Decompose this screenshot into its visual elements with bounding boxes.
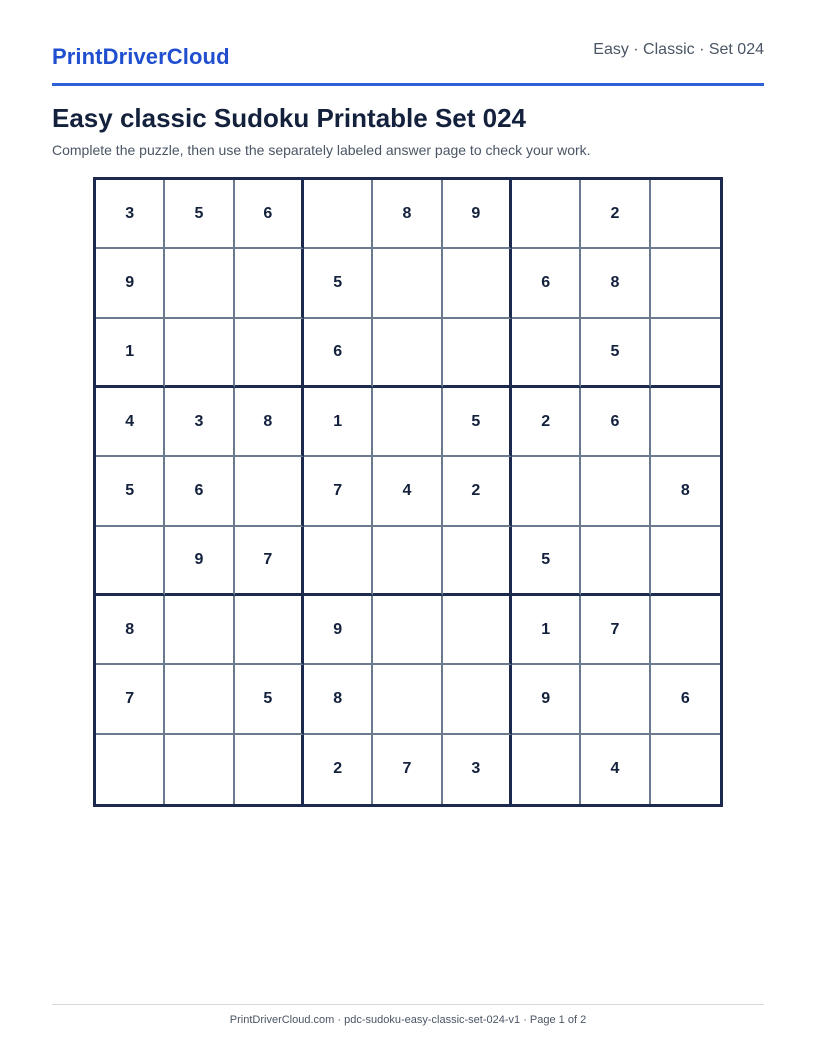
sudoku-cell: 7 <box>96 665 165 734</box>
sudoku-cell <box>581 665 650 734</box>
sudoku-cell <box>165 735 234 804</box>
sudoku-cell: 5 <box>96 457 165 526</box>
sudoku-cell <box>651 596 720 665</box>
sudoku-cell: 2 <box>443 457 512 526</box>
sudoku-cell <box>235 319 304 388</box>
sudoku-cell <box>373 388 442 457</box>
sudoku-cell: 6 <box>304 319 373 388</box>
sudoku-cell: 2 <box>304 735 373 804</box>
sudoku-cell <box>443 665 512 734</box>
sudoku-cell: 4 <box>96 388 165 457</box>
sudoku-cell: 1 <box>512 596 581 665</box>
sudoku-cell: 3 <box>96 180 165 249</box>
sudoku-cell <box>443 596 512 665</box>
sudoku-cell: 9 <box>96 249 165 318</box>
sudoku-cell: 9 <box>165 527 234 596</box>
sudoku-cell: 5 <box>512 527 581 596</box>
sudoku-cell: 4 <box>373 457 442 526</box>
sudoku-cell: 2 <box>512 388 581 457</box>
sudoku-cell: 3 <box>443 735 512 804</box>
brand-logo-text: PrintDriverCloud <box>52 44 230 69</box>
sudoku-cell <box>373 527 442 596</box>
puzzle-meta: Easy · Classic · Set 024 <box>593 41 764 58</box>
sudoku-cell <box>443 249 512 318</box>
sudoku-cell: 8 <box>96 596 165 665</box>
sudoku-cell: 8 <box>304 665 373 734</box>
sudoku-cell <box>373 319 442 388</box>
sudoku-grid <box>93 177 723 807</box>
sudoku-cell <box>96 735 165 804</box>
sudoku-cell: 5 <box>443 388 512 457</box>
page-header <box>52 38 764 86</box>
sudoku-cell: 7 <box>581 596 650 665</box>
sudoku-cell <box>443 527 512 596</box>
sudoku-cell: 8 <box>373 180 442 249</box>
sudoku-cell: 5 <box>581 319 650 388</box>
sudoku-cell: 8 <box>651 457 720 526</box>
sudoku-cell: 9 <box>512 665 581 734</box>
sudoku-cell <box>235 735 304 804</box>
sudoku-cell <box>651 735 720 804</box>
page-subtitle: Complete the puzzle, then use the separately labeled answer page to check your work. <box>52 142 591 158</box>
sudoku-cell: 8 <box>235 388 304 457</box>
sudoku-cell <box>443 319 512 388</box>
page-title: Easy classic Sudoku Printable Set 024 <box>52 103 527 133</box>
sudoku-cell: 6 <box>651 665 720 734</box>
sudoku-cell <box>581 527 650 596</box>
sudoku-cell <box>512 735 581 804</box>
sudoku-cell <box>512 180 581 249</box>
sudoku-cell <box>651 180 720 249</box>
sudoku-cell: 3 <box>165 388 234 457</box>
sudoku-cell: 5 <box>235 665 304 734</box>
sudoku-cell: 5 <box>165 180 234 249</box>
sudoku-cell <box>235 457 304 526</box>
sudoku-cell <box>235 596 304 665</box>
sudoku-cell: 7 <box>373 735 442 804</box>
sudoku-cell <box>165 665 234 734</box>
sudoku-cell: 6 <box>512 249 581 318</box>
sudoku-cell: 6 <box>235 180 304 249</box>
sudoku-cell <box>651 249 720 318</box>
sudoku-cell <box>651 388 720 457</box>
sudoku-cell: 4 <box>581 735 650 804</box>
sudoku-cell <box>651 527 720 596</box>
sudoku-cell: 6 <box>165 457 234 526</box>
sudoku-cell: 1 <box>304 388 373 457</box>
sudoku-cell <box>373 665 442 734</box>
sudoku-cell: 8 <box>581 249 650 318</box>
sudoku-cell <box>304 180 373 249</box>
sudoku-cell <box>373 249 442 318</box>
sudoku-cell <box>651 319 720 388</box>
sudoku-cell: 2 <box>581 180 650 249</box>
sudoku-cell <box>581 457 650 526</box>
sudoku-cell <box>96 527 165 596</box>
sudoku-cell: 9 <box>304 596 373 665</box>
sudoku-cell <box>512 457 581 526</box>
sudoku-cell <box>165 596 234 665</box>
sudoku-cell: 9 <box>443 180 512 249</box>
footer-divider <box>52 1004 764 1005</box>
sudoku-cell <box>165 319 234 388</box>
sudoku-cell <box>165 249 234 318</box>
sudoku-cell <box>304 527 373 596</box>
sudoku-cell <box>373 596 442 665</box>
sudoku-cell <box>235 249 304 318</box>
sudoku-cell <box>512 319 581 388</box>
sudoku-cell: 7 <box>304 457 373 526</box>
page-footer: PrintDriverCloud.com · pdc-sudoku-easy-classic-set-024-v1 · Page 1 of 2 <box>229 1014 587 1026</box>
sudoku-cell: 6 <box>581 388 650 457</box>
sudoku-cell: 5 <box>304 249 373 318</box>
sudoku-cell: 1 <box>96 319 165 388</box>
sudoku-cell: 7 <box>235 527 304 596</box>
